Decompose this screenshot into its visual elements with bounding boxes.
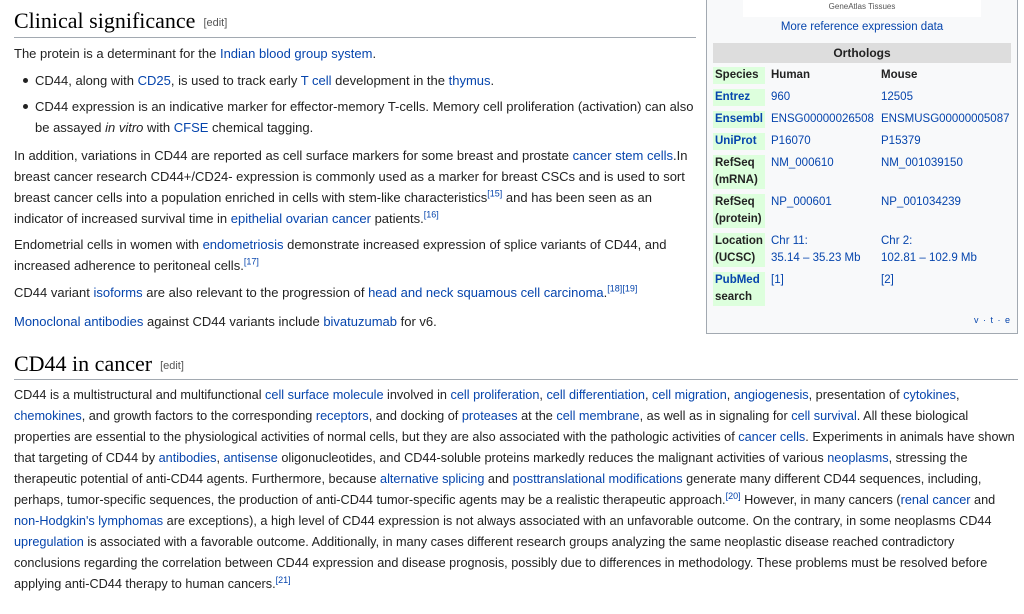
link-angiogenesis[interactable]: angiogenesis [733,388,809,402]
infobox-row-entrez [713,89,1011,106]
refseq-mrna-mouse-link[interactable]: NM_001039150 [881,157,963,169]
link-cancer-cells[interactable]: cancer cells [738,430,806,444]
paragraph-cancer-stem-cells: In addition, variations in CD44 are reported as cell surface markers for some breast and prostate cancer stem cells.In breast cancer research CD44+/CD24- expression is commonly used as a marker for breast CSCs and is used to sort breast cancer cells into a population enriched in cells with stem-like characteristics[15] and has been seen as an indicator of increased survival time in epithelial ovarian cancer patients.[16] [14,148,688,226]
infobox-row-refseq-protein [713,194,1011,228]
link-bivatuzumab[interactable]: bivatuzumab [323,314,398,329]
row-label: Location (UCSC) [713,233,765,267]
bullet-marker [23,78,28,83]
list-item: CD44, along with CD25, is used to track early T cell development in the thymus. [35,73,495,88]
refseq-protein-mouse-link[interactable]: NP_001034239 [881,196,961,208]
vte-links[interactable]: v · t · e [973,315,1011,325]
link-neoplasms[interactable]: neoplasms [827,451,889,465]
link-thymus[interactable]: thymus [448,73,491,88]
paragraph-endometriosis: Endometrial cells in women with endometriosis demonstrate increased expression of splice variants of CD44, and increased adherence to peritoneal cells.[17] [14,237,667,273]
more-expression-link[interactable]: More reference expression data [780,21,944,33]
link-alternative-splicing[interactable]: alternative splicing [380,472,485,486]
gene-infobox [706,0,1018,334]
link-cell-membrane[interactable]: cell membrane [556,409,640,423]
more-expression-link-row [707,21,1017,33]
ref-18[interactable]: [18] [607,283,623,294]
link-t-cell[interactable]: T cell [300,73,332,88]
link-upregulation[interactable]: upregulation [14,535,84,549]
row-label: Species [713,67,765,84]
orthologs-header: Orthologs [713,43,1011,63]
paragraph-intro: The protein is a determinant for the Indian blood group system. [14,46,377,61]
refseq-mrna-human-link[interactable]: NM_000610 [771,157,834,169]
ref-15[interactable]: [15] [487,188,503,199]
uniprot-human-link[interactable]: P16070 [771,135,811,147]
heading-divider [14,37,696,38]
ref-19[interactable]: [19] [622,283,638,294]
ensembl-mouse-link[interactable]: ENSMUSG00000005087 [881,113,1010,125]
section-title: CD44 in cancer [14,351,153,376]
ref-16[interactable]: [16] [423,209,439,220]
location-mouse-link[interactable]: Chr 2: 102.81 – 102.9 Mb [881,235,977,264]
pubmed-mouse-link[interactable]: [2] [881,274,894,286]
section-heading-clinical-significance [14,8,227,34]
ensembl-link[interactable]: Ensembl [713,111,765,128]
link-cd25[interactable]: CD25 [137,73,171,88]
link-renal-cancer[interactable]: renal cancer [900,493,971,507]
section-title: Clinical significance [14,8,196,33]
link-head-neck-carcinoma[interactable]: head and neck squamous cell carcinoma [368,285,604,300]
pubmed-human-link[interactable]: [1] [771,274,784,286]
location-human-link[interactable]: Chr 11: 35.14 – 35.23 Mb [771,235,861,264]
link-cancer-stem-cells[interactable]: cancer stem cells [572,148,673,163]
ref-20[interactable]: [20] [725,490,741,501]
refseq-protein-human-link[interactable]: NP_000601 [771,196,832,208]
link-cell-proliferation[interactable]: cell proliferation [450,388,540,402]
link-cfse[interactable]: CFSE [173,120,209,135]
entrez-mouse-link[interactable]: 12505 [881,91,913,103]
paragraph-monoclonal: Monoclonal antibodies against CD44 variants include bivatuzumab for v6. [14,314,437,329]
row-label: RefSeq (mRNA) [713,155,765,189]
infobox-row-refseq-mrna [713,155,1011,189]
link-cytokines[interactable]: cytokines [903,388,957,402]
infobox-row-species: Species Human Mouse [713,67,1011,84]
link-indian-blood-group[interactable]: Indian blood group system [219,46,373,61]
infobox-row-location [713,233,1011,267]
link-endometriosis[interactable]: endometriosis [202,237,284,252]
paragraph-cd44-in-cancer: CD44 is a multistructural and multifunctional cell surface molecule involved in cell proliferation, cell differentiation, cell migration, angiogenesis, presentation of cytokines, chemokines, and growth factors to the corresponding receptors, and docking of proteases at the cell membrane, as well as in signaling for cell survival. All these biological properties are essential to the physiological activities of normal cells, but they are also associated with the pathologic activities of cancer cells. Experiments in animals have shown that targeting of CD44 by antibodies, antisense oligonucleotides, and CD44-soluble proteins markedly reduces the malignant activities of various neoplasms, stressing the therapeutic potential of anti-CD44 agents. Furthermore, because alternative splicing and posttranslational modifications generate many different CD44 sequences, including, perhaps, tumor-specific sequences, the production of anti-CD44 tumor-specific agents may be a realistic therapeutic approach.[20] However, in many cancers (renal cancer and non-Hodgkin's lymphomas are exceptions), a high level of CD44 expression is not always associated with an unfavorable outcome. On the contrary, in some neoplasms CD44 upregulation is associated with a favorable outcome. Additionally, in many cases different research groups analyzing the same neoplastic disease reached contradictory conclusions regarding the correlation between CD44 expression and disease prognosis, possibly due to differences in methodology. These problems must be resolved before applying anti-CD44 therapy to human cancers.[21] [14,388,1015,591]
link-antisense[interactable]: antisense [223,451,278,465]
ensembl-human-link[interactable]: ENSG00000026508 [771,113,874,125]
expression-image: GeneAtlas Tissues [743,0,981,17]
link-cell-differentiation[interactable]: cell differentiation [546,388,645,402]
link-isoforms[interactable]: isoforms [93,285,143,300]
link-cell-surface-molecule[interactable]: cell surface molecule [265,388,384,402]
ref-21[interactable]: [21] [275,574,291,585]
link-cell-migration[interactable]: cell migration [652,388,727,402]
link-posttranslational-modifications[interactable]: posttranslational modifications [512,472,683,486]
link-chemokines[interactable]: chemokines [14,409,82,423]
entrez-link[interactable]: Entrez [713,89,765,106]
link-receptors[interactable]: receptors [315,409,369,423]
pubmed-label[interactable]: PubMed search [713,272,765,306]
link-non-hodgkins-lymphomas[interactable]: non-Hodgkin's lymphomas [14,514,164,528]
edit-link[interactable]: [edit] [160,360,184,372]
link-monoclonal-antibodies[interactable]: Monoclonal antibodies [14,314,144,329]
infobox-row-pubmed [713,272,1011,306]
section-heading-cd44-in-cancer [14,351,184,377]
infobox-row-ensembl [713,111,1011,128]
heading-divider [14,379,1018,380]
uniprot-link[interactable]: UniProt [713,133,765,150]
entrez-human-link[interactable]: 960 [771,91,791,103]
row-label: RefSeq (protein) [713,194,765,228]
link-cell-survival[interactable]: cell survival [791,409,857,423]
link-antibodies[interactable]: antibodies [158,451,217,465]
uniprot-mouse-link[interactable]: P15379 [881,135,921,147]
list-item: CD44 expression is an indicative marker for effector-memory T-cells. Memory cell proliferation (activation) can also be assayed in vitro with CFSE chemical tagging. [35,99,694,135]
edit-link[interactable]: [edit] [203,17,228,29]
infobox-row-uniprot [713,133,1011,150]
ref-17[interactable]: [17] [243,256,259,267]
bullet-marker [23,104,28,109]
link-epithelial-ovarian-cancer[interactable]: epithelial ovarian cancer [230,211,371,226]
link-proteases[interactable]: proteases [461,409,518,423]
paragraph-isoforms: CD44 variant isoforms are also relevant to the progression of head and neck squamous cell carcinoma.[18][19] [14,283,638,300]
